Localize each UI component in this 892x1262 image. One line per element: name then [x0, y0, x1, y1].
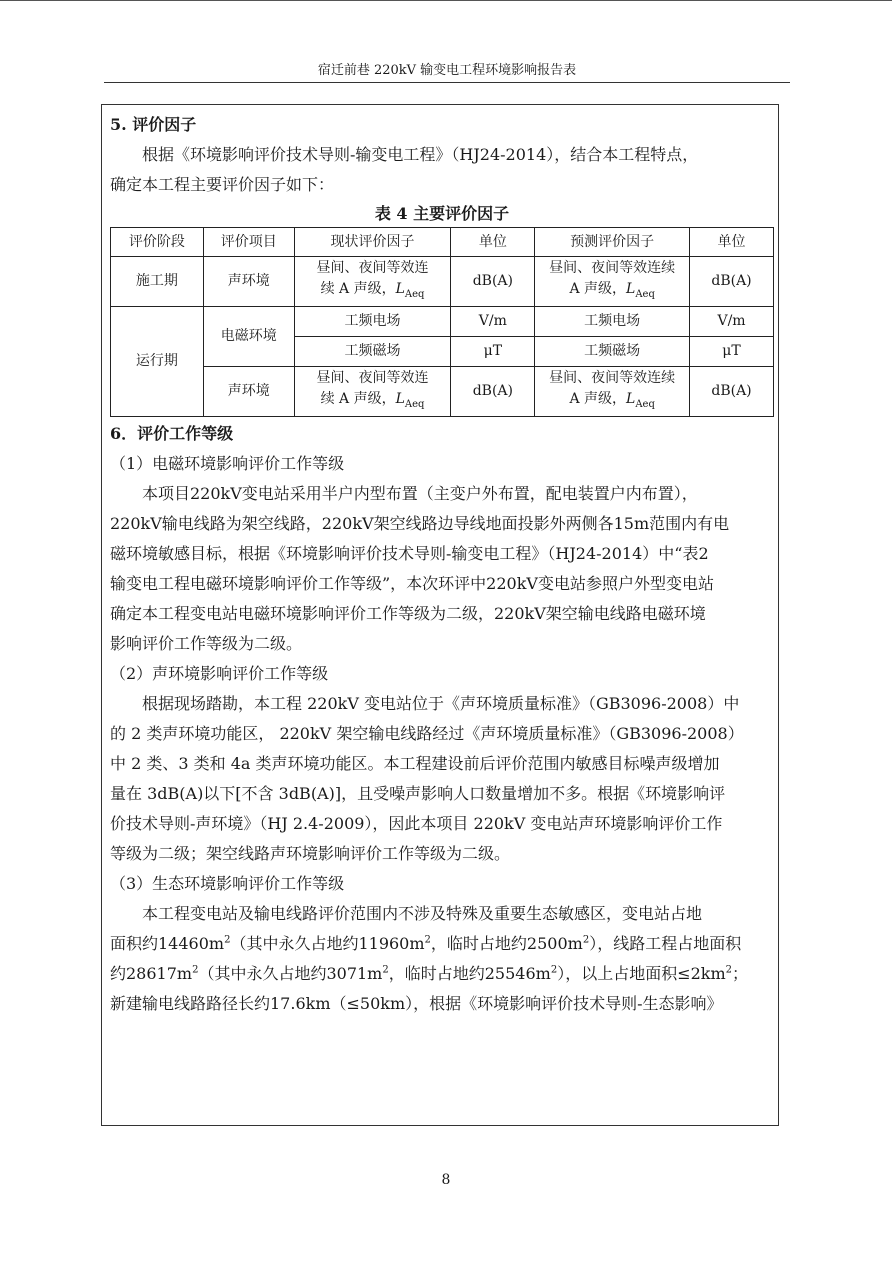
factor-text: A 声级， — [569, 281, 627, 297]
table-row-efield — [111, 306, 774, 336]
page-header-title: 宿迁前巷 220kV 输变电工程环境影响报告表 — [317, 63, 577, 78]
paragraph-line: 新建输电线路路径长约17.6km（≤50km），根据《环境影响评价技术导则-生态影响》 — [110, 993, 723, 1013]
unit-cell: dB(A) — [451, 257, 535, 307]
sub-3-paragraph — [110, 899, 774, 1019]
report-content — [110, 112, 774, 1019]
paragraph-line: 面积约$14460m^2$（其中永久占地约$11960m^2$，临时占地约$2500m^2$），线路工程占地面积 — [110, 933, 742, 953]
evaluation-factors-table — [110, 227, 774, 417]
paragraph-line: 价技术导则-声环境》（HJ 2.4-2009），因此本项目 220kV 变电站声环境影响评价工作 — [110, 813, 723, 833]
current-factor-cell: 工频磁场 — [294, 336, 451, 366]
unit-cell: dB(A) — [690, 257, 774, 307]
factor-text: A 声级， — [569, 390, 627, 407]
sub-2-paragraph — [110, 689, 774, 869]
table-row-construction — [111, 257, 774, 307]
intro-line: 根据《环境影响评价技术导则-输变电工程》（HJ24-2014），结合本工程特点， — [142, 145, 699, 164]
header-cell: 现状评价因子 — [294, 228, 451, 257]
table-header-row — [111, 228, 774, 257]
unit-cell: V/m — [690, 306, 774, 336]
leq-symbol: $L_{Aeq}$ — [395, 281, 425, 300]
stage-cell: 运行期 — [111, 306, 204, 416]
paragraph-line: 量在 3dB(A)以下[不含 3dB(A)]，且受噪声影响人口数量增加不多。根据《环境影响评 — [110, 783, 726, 803]
leq-symbol: $L_{Aeq}$ — [626, 390, 655, 410]
table-4-caption: 表 4 主要评价因子 — [374, 204, 510, 223]
factor-text: 昼间、夜间等效连 — [316, 369, 429, 386]
item-cell: 电磁环境 — [203, 306, 294, 366]
factor-text: 续 A 声级， — [320, 390, 396, 407]
factor-text: 昼间、夜间等效连续 — [549, 369, 676, 386]
paragraph-line: 确定本工程变电站电磁环境影响评价工作等级为二级，220kV架空输电线路电磁环境 — [110, 603, 706, 623]
header-cell: 预测评价因子 — [535, 228, 690, 257]
section-5-intro — [110, 140, 774, 200]
unit-cell: μT — [690, 336, 774, 366]
factor-text: 昼间、夜间等效连续 — [549, 260, 676, 276]
stage-cell: 施工期 — [111, 257, 204, 307]
paragraph-line: 根据现场踏勘，本工程 220kV 变电站位于《声环境质量标准》（GB3096-2008）中 — [142, 693, 740, 713]
sub-2-title: （2）声环境影响评价工作等级 — [110, 663, 329, 683]
paragraph-line: 中 2 类、3 类和 4a 类声环境功能区。本工程建设前后评价范围内敏感目标噪声级增加 — [110, 753, 720, 773]
predict-factor-cell: 工频磁场 — [535, 336, 690, 366]
current-factor-cell — [294, 366, 451, 416]
paragraph-line: 220kV输电线路为架空线路，220kV架空线路边导线地面投影外两侧各15m范围内有电 — [110, 513, 730, 533]
paragraph-line: 约$28617m^2$（其中永久占地约$3071m^2$，临时占地约$25546m^2$），以上占地面积$\le 2km^2$； — [110, 963, 749, 983]
item-cell: 声环境 — [203, 366, 294, 416]
header-cell: 评价项目 — [203, 228, 294, 257]
factor-text: 昼间、夜间等效连 — [316, 260, 429, 276]
table-row-operation-noise — [111, 366, 774, 416]
header-cell: 单位 — [451, 228, 535, 257]
page-number: 8 — [441, 1172, 451, 1188]
intro-line: 确定本工程主要评价因子如下： — [110, 175, 335, 194]
current-factor-cell: 工频电场 — [294, 306, 451, 336]
section-5-heading: 5. 评价因子 — [110, 115, 197, 134]
current-factor-cell — [294, 257, 451, 307]
paragraph-line: 本工程变电站及输电线路评价范围内不涉及特殊及重要生态敏感区，变电站占地 — [142, 903, 703, 923]
factor-text: 续 A 声级， — [320, 281, 396, 297]
unit-cell: dB(A) — [690, 366, 774, 416]
predict-factor-cell: 工频电场 — [535, 306, 690, 336]
paragraph-line: 本项目220kV变电站采用半户内型布置（主变户外布置，配电装置户内布置）， — [142, 483, 698, 503]
header-cell: 评价阶段 — [111, 228, 204, 257]
paragraph-line: 输变电工程电磁环境影响评价工作等级”，本次环评中220kV变电站参照户外型变电站 — [110, 573, 714, 593]
sub-3-title: （3）生态环境影响评价工作等级 — [110, 873, 345, 893]
predict-factor-cell — [535, 366, 690, 416]
unit-cell: V/m — [451, 306, 535, 336]
leq-symbol: $L_{Aeq}$ — [626, 281, 655, 300]
paragraph-line: 磁环境敏感目标，根据《环境影响评价技术导则-输变电工程》（HJ24-2014）中“表2 — [110, 543, 709, 563]
paragraph-line: 等级为二级；架空线路声环境影响评价工作等级为二级。 — [110, 843, 511, 863]
leq-symbol: $L_{Aeq}$ — [395, 390, 425, 410]
unit-cell: μT — [451, 336, 535, 366]
page-top-edge — [0, 0, 892, 1]
sub-1-paragraph — [110, 479, 774, 659]
paragraph-line: 影响评价工作等级为二级。 — [110, 633, 303, 653]
sub-1-title: （1）电磁环境影响评价工作等级 — [110, 453, 345, 473]
header-rule — [104, 82, 790, 83]
section-6-heading: 6．评价工作等级 — [110, 423, 234, 443]
item-cell: 声环境 — [203, 257, 294, 307]
unit-cell: dB(A) — [451, 366, 535, 416]
paragraph-line: 的 2 类声环境功能区， 220kV 架空输电线路经过《声环境质量标准》（GB3096-2008） — [110, 723, 744, 743]
header-cell: 单位 — [690, 228, 774, 257]
predict-factor-cell — [535, 257, 690, 307]
